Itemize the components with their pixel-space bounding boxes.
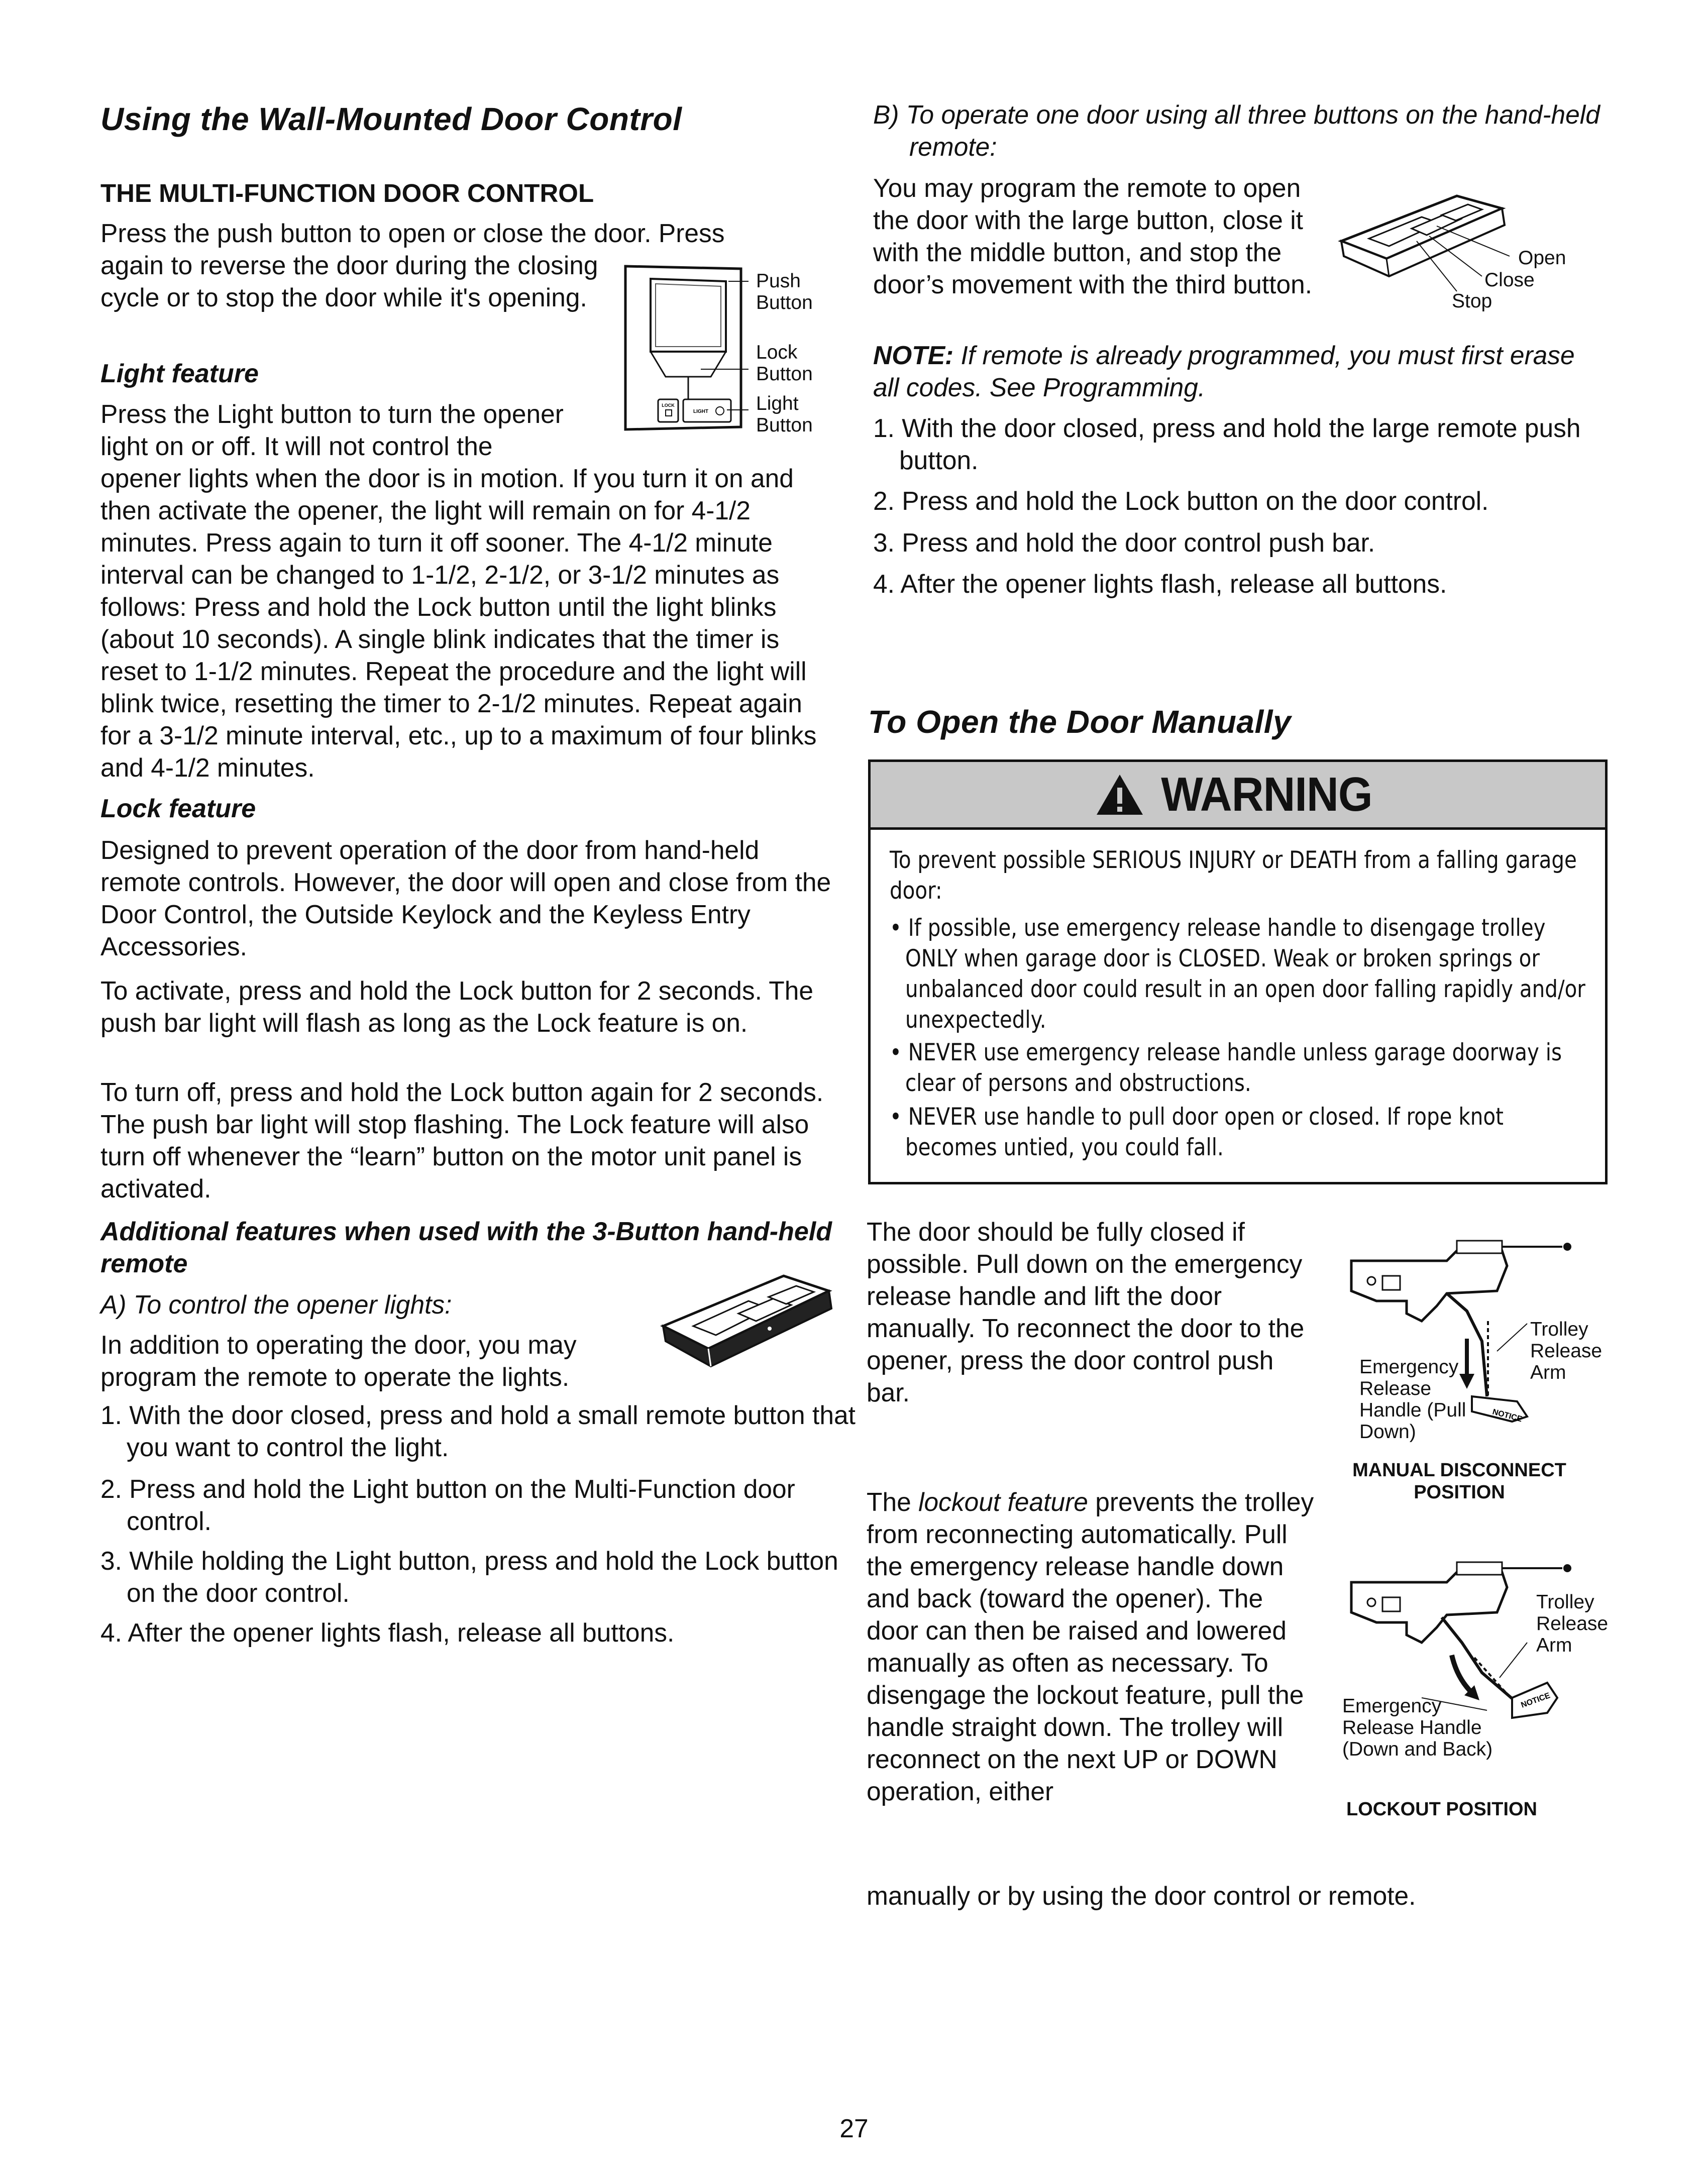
light-feature-text-b: opener lights when the door is in motion. If you turn it on and then activate the opener, the light will remain on for 4-1/2 minutes. Press again to turn it off sooner. The 4-1/2 minute interval can be changed to 1-1/2, 2-1/2, or 3-1/2 minutes as follows: Press and hold the Lock button until the light blinks (about 10 seconds). A single blink indicates that the timer is reset to 1-1/2 minutes. Repeat the procedure and the light will blink twice, resetting the timer to 2-1/2 minutes. Repeat again for a 3-1/2 minute interval, etc., up to a maximum of four blinks and 4-1/2 minutes. <box>100 464 817 782</box>
subtitle-multi-function: THE MULTI-FUNCTION DOOR CONTROL <box>100 179 594 207</box>
lock-feature-p3: To turn off, press and hold the Lock button again for 2 seconds. The push bar light will stop flashing. The Lock feature will also turn off whenever the “learn” button on the motor unit panel is activated. <box>100 1077 824 1203</box>
warning-bullet-1: • If possible, use emergency release handle to disengage trolley ONLY when garage door is CLOSED. Weak or broken springs or unbalanced door could result in an open door falling rapidly and/or unexpectedly. <box>890 914 1585 1034</box>
b-step-4: 4. After the opener lights flash, release all buttons. <box>873 569 1447 598</box>
fig1-handle-callout: Emergency Release Handle (Pull Down) <box>1359 1356 1466 1443</box>
page-number: 27 <box>839 2114 869 2143</box>
lock-feature-p2: To activate, press and hold the Lock button for 2 seconds. The push bar light will flash as long as the Lock feature is on. <box>100 976 814 1037</box>
warning-bullet-3: • NEVER use handle to pull door open or closed. If rope knot becomes untied, you could fall. <box>890 1103 1504 1161</box>
fig2-handle-callout: Emergency Release Handle (Down and Back) <box>1342 1695 1493 1760</box>
remote-illustration-a <box>653 1266 844 1381</box>
warning-triangle-icon <box>1095 773 1145 817</box>
remote-callout-open: Open <box>1518 247 1566 269</box>
fig2-caption: LOCKOUT POSITION <box>1346 1799 1537 1820</box>
remote-callout-close: Close <box>1484 269 1535 291</box>
a-step-1: 1. With the door closed, press and hold a small remote button that you want to control the light. <box>100 1400 856 1462</box>
remote-illustration-b <box>1331 186 1542 311</box>
note-text: NOTE: If remote is already programmed, you must first erase all codes. See Programming. <box>873 341 1575 402</box>
light-feature-text-a: Press the Light button to turn the opener light on or off. It will not control the <box>100 399 564 461</box>
section-title-manual: To Open the Door Manually <box>868 704 1292 740</box>
a-step-3: 3. While holding the Light button, press and hold the Lock button on the door control. <box>100 1546 838 1607</box>
notice-tag-2: NOTICE <box>1520 1691 1552 1710</box>
warning-header <box>871 762 1605 830</box>
light-button-callout: Light Button <box>756 393 813 436</box>
a-text: In addition to operating the door, you may program the remote to operate the lights. <box>100 1330 577 1391</box>
b-heading: B) To operate one door using all three buttons on the hand-held remote: <box>873 100 1600 161</box>
b-step-2: 2. Press and hold the Lock button on the door control. <box>873 486 1489 515</box>
note-label: NOTE: <box>873 341 954 370</box>
warning-intro: To prevent possible SERIOUS INJURY or DEATH from a falling garage door: <box>890 846 1577 905</box>
lock-button-callout: Lock Button <box>756 342 813 385</box>
b-step-1: 1. With the door closed, press and hold the large remote push button. <box>873 413 1581 475</box>
a-step-4: 4. After the opener lights flash, release all buttons. <box>100 1618 675 1647</box>
notice-tag-1: NOTICE <box>1491 1407 1523 1424</box>
a-heading: A) To control the opener lights: <box>100 1290 452 1319</box>
a-step-2: 2. Press and hold the Light button on the Multi-Function door control. <box>100 1474 795 1536</box>
additional-features-heading: Additional features when used with the 3-Button hand-held remote <box>100 1217 832 1278</box>
fig2-trolley-callout: Trolley Release Arm <box>1536 1591 1609 1656</box>
lock-feature-heading: Lock feature <box>100 794 256 823</box>
lock-button-label: LOCK <box>662 403 675 408</box>
lockout-text-a: The lockout feature prevents the trolley from reconnecting automatically. Pull the emergency release handle down and back (toward the opener). The door can then be raised and lowered manually as often as necessary. To disengage the lockout feature, pull the handle straight down. The trolley will reconnect on the next UP or DOWN operation, either <box>867 1487 1314 1806</box>
remote-callout-stop: Stop <box>1452 290 1492 312</box>
push-button-callout: Push Button <box>756 270 813 313</box>
intro-text: again to reverse the door during the closing cycle or to stop the door while it's opening. <box>100 251 598 312</box>
intro-line1: Press the push button to open or close the door. Press <box>100 219 725 248</box>
fig1-caption: MANUAL DISCONNECT POSITION <box>1352 1460 1566 1503</box>
b-step-3: 3. Press and hold the door control push bar. <box>873 528 1375 557</box>
light-button-label: LIGHT <box>693 409 708 414</box>
b-text: You may program the remote to open the door with the large button, close it with the middle button, and stop the door’s movement with the third button. <box>873 173 1313 299</box>
fig1-trolley-callout: Trolley Release Arm <box>1530 1319 1603 1383</box>
warning-label: WARNING <box>1160 768 1372 821</box>
lockout-text-b: manually or by using the door control or remote. <box>867 1881 1416 1910</box>
lockout-feature-term: lockout feature <box>918 1487 1088 1516</box>
section-title-wall-control: Using the Wall-Mounted Door Control <box>100 101 682 137</box>
warning-box <box>868 759 1608 1184</box>
lock-feature-p1: Designed to prevent operation of the door from hand-held remote controls. However, the door will open and close from the Door Control, the Outside Keylock and the Keyless Entry Accessories. <box>100 835 831 961</box>
door-control-illustration <box>615 261 756 437</box>
manual-text: The door should be fully closed if possible. Pull down on the emergency release handle and lift the door manually. To reconnect the door to the opener, press the door control push bar. <box>867 1217 1305 1407</box>
light-feature-heading: Light feature <box>100 359 259 388</box>
warning-bullet-2: • NEVER use emergency release handle unless garage doorway is clear of persons and obstructions. <box>890 1039 1562 1097</box>
